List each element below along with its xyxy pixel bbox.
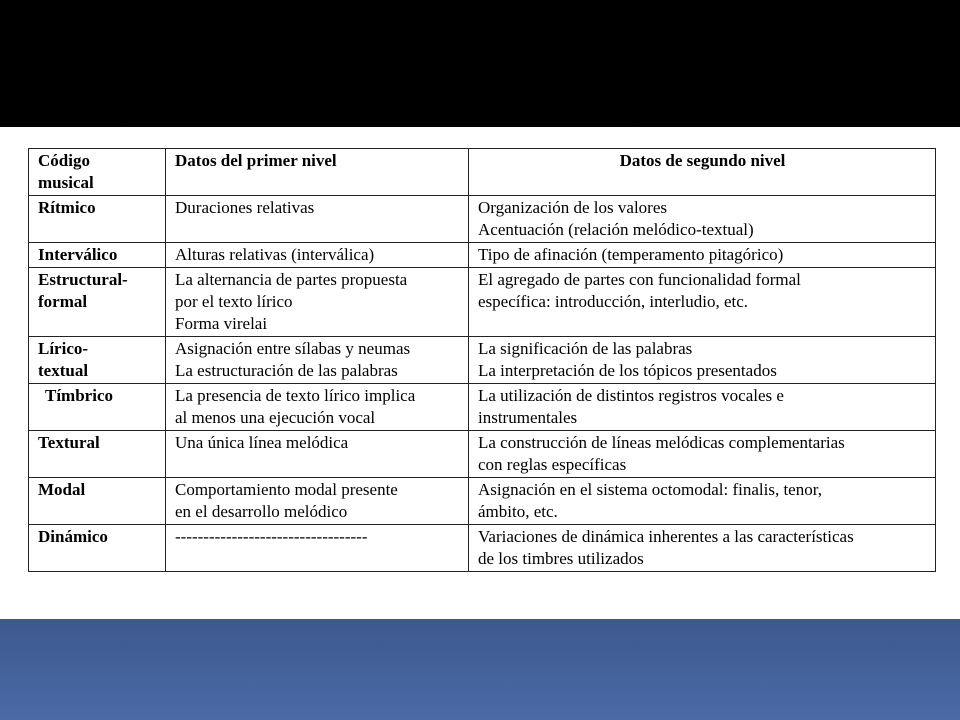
cell-segundo-nivel: [469, 384, 936, 431]
cell-codigo: [29, 268, 166, 337]
table-row: [29, 337, 936, 384]
cell-primer-nivel-line: La estructuración de las palabras: [175, 361, 398, 380]
header-codigo-musical: [29, 149, 166, 196]
cell-codigo: [29, 431, 166, 478]
cell-primer-nivel: [166, 525, 469, 572]
cell-codigo-line: Tímbrico: [45, 386, 113, 405]
header-codigo-line2: musical: [38, 173, 94, 192]
cell-segundo-nivel: [469, 337, 936, 384]
cell-codigo-line: textual: [38, 361, 89, 380]
cell-codigo-line: Lírico-: [38, 339, 89, 358]
cell-segundo-nivel: [469, 196, 936, 243]
analysis-table: [28, 148, 936, 572]
cell-segundo-nivel-line: con reglas específicas: [478, 455, 627, 474]
cell-segundo-nivel-line: instrumentales: [478, 408, 578, 427]
cell-codigo-line: Rítmico: [38, 198, 96, 217]
table-row: [29, 478, 936, 525]
cell-primer-nivel-line: en el desarrollo melódico: [175, 502, 348, 521]
cell-segundo-nivel-line: El agregado de partes con funcionalidad formal: [478, 270, 801, 289]
cell-segundo-nivel: [469, 431, 936, 478]
cell-primer-nivel-line: Duraciones relativas: [175, 198, 315, 217]
table-row: [29, 196, 936, 243]
cell-segundo-nivel-line: La significación de las palabras: [478, 339, 693, 358]
cell-segundo-nivel-line: La construcción de líneas melódicas complementarias: [478, 433, 845, 452]
header-segundo-nivel: Datos de segundo nivel: [469, 149, 936, 196]
cell-codigo: [29, 196, 166, 243]
header-codigo-line1: Código: [38, 151, 90, 170]
cell-primer-nivel-line: La presencia de texto lírico implica: [175, 386, 416, 405]
cell-codigo: [29, 243, 166, 268]
cell-codigo-line: Interválico: [38, 245, 118, 264]
cell-segundo-nivel-line: ámbito, etc.: [478, 502, 558, 521]
cell-codigo: [29, 337, 166, 384]
cell-primer-nivel-line: Comportamiento modal presente: [175, 480, 398, 499]
table-header-row: [29, 149, 936, 196]
cell-codigo-line: Dinámico: [38, 527, 108, 546]
cell-segundo-nivel-line: La interpretación de los tópicos presentados: [478, 361, 777, 380]
cell-primer-nivel-line: al menos una ejecución vocal: [175, 408, 376, 427]
cell-segundo-nivel: [469, 243, 936, 268]
cell-primer-nivel: [166, 243, 469, 268]
cell-segundo-nivel-line: Asignación en el sistema octomodal: finalis, tenor,: [478, 480, 822, 499]
cell-segundo-nivel: [469, 525, 936, 572]
cell-codigo-line: Textural: [38, 433, 100, 452]
cell-segundo-nivel: [469, 478, 936, 525]
cell-primer-nivel-line: Forma virelai: [175, 314, 268, 333]
cell-segundo-nivel-line: específica: introducción, interludio, etc.: [478, 292, 749, 311]
cell-primer-nivel-line: Asignación entre sílabas y neumas: [175, 339, 411, 358]
cell-codigo-line: formal: [38, 292, 88, 311]
cell-primer-nivel-line: Alturas relativas (interválica): [175, 245, 375, 264]
cell-codigo-line: Estructural-: [38, 270, 128, 289]
cell-primer-nivel: [166, 337, 469, 384]
table-row: [29, 384, 936, 431]
cell-segundo-nivel-line: Acentuación (relación melódico-textual): [478, 220, 754, 239]
cell-segundo-nivel-line: Tipo de afinación (temperamento pitagórico): [478, 245, 784, 264]
cell-segundo-nivel-line: La utilización de distintos registros vocales e: [478, 386, 784, 405]
cell-primer-nivel-line: ----------------------------------: [175, 527, 368, 546]
cell-primer-nivel: [166, 268, 469, 337]
cell-codigo: [29, 478, 166, 525]
cell-segundo-nivel-line: Variaciones de dinámica inherentes a las características: [478, 527, 854, 546]
table-row: [29, 243, 936, 268]
cell-primer-nivel: [166, 196, 469, 243]
cell-codigo-line: Modal: [38, 480, 86, 499]
cell-primer-nivel: [166, 431, 469, 478]
table-row: [29, 268, 936, 337]
cell-codigo: [29, 384, 166, 431]
cell-primer-nivel-line: por el texto lírico: [175, 292, 293, 311]
table-row: [29, 431, 936, 478]
cell-primer-nivel: [166, 384, 469, 431]
table-row: [29, 525, 936, 572]
header-primer-nivel: Datos del primer nivel: [166, 149, 469, 196]
cell-primer-nivel-line: La alternancia de partes propuesta: [175, 270, 408, 289]
cell-primer-nivel-line: Una única línea melódica: [175, 433, 349, 452]
table-body: [29, 196, 936, 572]
cell-segundo-nivel-line: de los timbres utilizados: [478, 549, 644, 568]
cell-segundo-nivel: [469, 268, 936, 337]
cell-segundo-nivel-line: Organización de los valores: [478, 198, 667, 217]
cell-primer-nivel: [166, 478, 469, 525]
cell-codigo: [29, 525, 166, 572]
